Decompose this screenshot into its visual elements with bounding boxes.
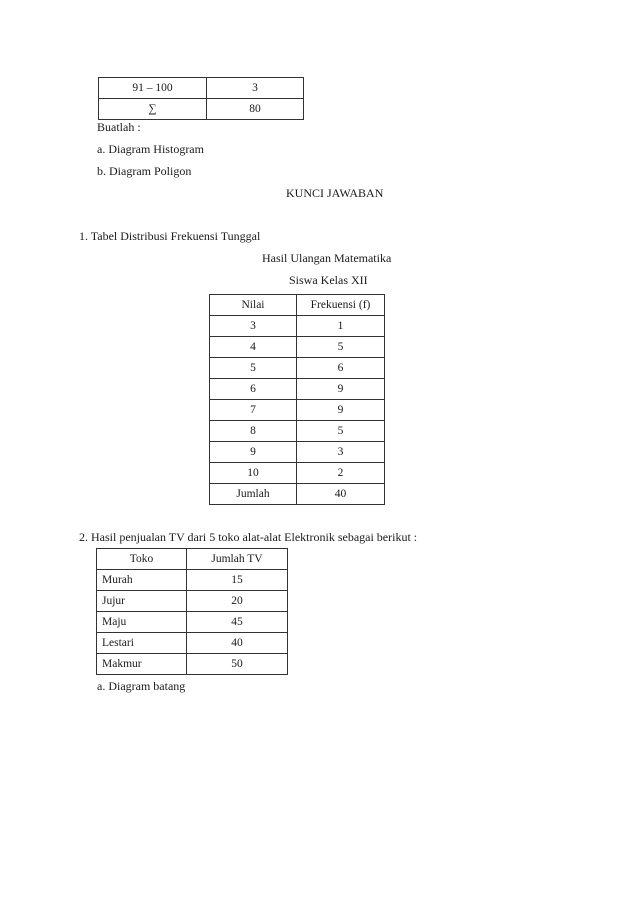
tv-sales-table bbox=[96, 548, 288, 675]
table-row bbox=[210, 442, 385, 463]
range-cell: 91 – 100 bbox=[99, 78, 207, 99]
table-row bbox=[210, 400, 385, 421]
nilai-cell: 5 bbox=[210, 358, 297, 379]
section-1-heading: 1. Tabel Distribusi Frekuensi Tunggal bbox=[79, 229, 261, 243]
table-row bbox=[210, 463, 385, 484]
column-header-toko: Toko bbox=[97, 549, 187, 570]
sum-symbol-cell: ∑ bbox=[99, 99, 207, 120]
table-row bbox=[97, 654, 288, 675]
store-name-cell: Makmur bbox=[97, 654, 187, 675]
table-row bbox=[210, 358, 385, 379]
table-row bbox=[210, 421, 385, 442]
top-frequency-table bbox=[98, 77, 304, 120]
tv-count-cell: 15 bbox=[187, 570, 288, 591]
frekuensi-cell: 9 bbox=[297, 400, 385, 421]
frequency-total-cell: 80 bbox=[207, 99, 304, 120]
nilai-cell: 6 bbox=[210, 379, 297, 400]
table-row bbox=[210, 337, 385, 358]
tv-count-cell: 40 bbox=[187, 633, 288, 654]
table-row bbox=[97, 612, 288, 633]
nilai-cell: 8 bbox=[210, 421, 297, 442]
nilai-cell: 9 bbox=[210, 442, 297, 463]
frequency-cell: 3 bbox=[207, 78, 304, 99]
total-value-cell: 40 bbox=[297, 484, 385, 505]
column-header-nilai: Nilai bbox=[210, 295, 297, 316]
tv-count-cell: 50 bbox=[187, 654, 288, 675]
store-name-cell: Jujur bbox=[97, 591, 187, 612]
tv-count-cell: 45 bbox=[187, 612, 288, 633]
table-row bbox=[97, 633, 288, 654]
frekuensi-cell: 2 bbox=[297, 463, 385, 484]
frekuensi-cell: 3 bbox=[297, 442, 385, 463]
frequency-distribution-table bbox=[209, 294, 385, 505]
frekuensi-cell: 1 bbox=[297, 316, 385, 337]
instruction-item-polygon: b. Diagram Poligon bbox=[97, 164, 192, 178]
table-row bbox=[210, 316, 385, 337]
answer-key-title: KUNCI JAWABAN bbox=[286, 186, 384, 200]
column-header-jumlah-tv: Jumlah TV bbox=[187, 549, 288, 570]
frekuensi-cell: 5 bbox=[297, 337, 385, 358]
store-name-cell: Murah bbox=[97, 570, 187, 591]
frekuensi-cell: 6 bbox=[297, 358, 385, 379]
table-header-row bbox=[210, 295, 385, 316]
table-title-line-1: Hasil Ulangan Matematika bbox=[262, 251, 392, 265]
table-row bbox=[99, 78, 304, 99]
table-header-row bbox=[97, 549, 288, 570]
nilai-cell: 10 bbox=[210, 463, 297, 484]
nilai-cell: 3 bbox=[210, 316, 297, 337]
table-row bbox=[210, 379, 385, 400]
store-name-cell: Lestari bbox=[97, 633, 187, 654]
frekuensi-cell: 5 bbox=[297, 421, 385, 442]
instruction-item-histogram: a. Diagram Histogram bbox=[97, 142, 204, 156]
section-2-subitem: a. Diagram batang bbox=[97, 679, 186, 693]
store-name-cell: Maju bbox=[97, 612, 187, 633]
frekuensi-cell: 9 bbox=[297, 379, 385, 400]
tv-count-cell: 20 bbox=[187, 591, 288, 612]
table-row bbox=[99, 99, 304, 120]
section-2-heading: 2. Hasil penjualan TV dari 5 toko alat-alat Elektronik sebagai berikut : bbox=[79, 530, 418, 544]
nilai-cell: 7 bbox=[210, 400, 297, 421]
column-header-frekuensi: Frekuensi (f) bbox=[297, 295, 385, 316]
table-row bbox=[97, 591, 288, 612]
total-label-cell: Jumlah bbox=[210, 484, 297, 505]
table-title-line-2: Siswa Kelas XII bbox=[289, 273, 368, 287]
table-row bbox=[97, 570, 288, 591]
nilai-cell: 4 bbox=[210, 337, 297, 358]
instruction-intro: Buatlah : bbox=[97, 120, 141, 134]
table-total-row bbox=[210, 484, 385, 505]
